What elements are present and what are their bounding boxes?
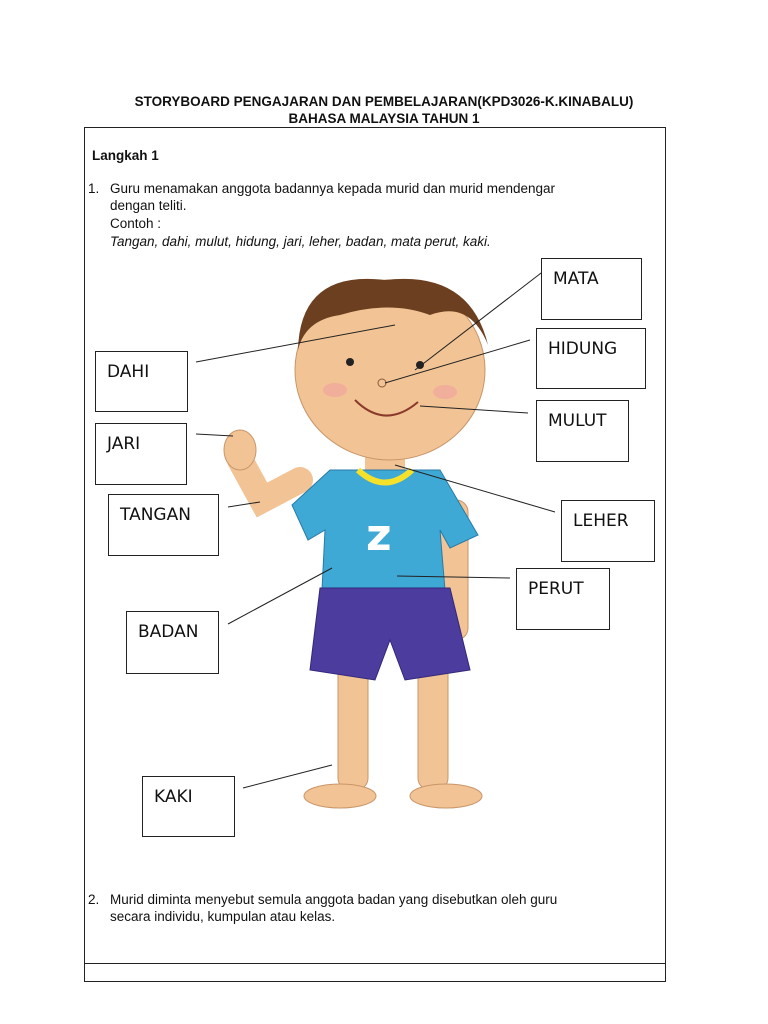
item1-number: 1. <box>88 181 100 196</box>
label-leher-text: LEHER <box>573 511 629 531</box>
item1-line3: Contoh : <box>110 216 162 231</box>
item1-line2: dengan teliti. <box>110 198 187 213</box>
shirt-z-logo: z <box>366 510 392 561</box>
label-tangan-text: TANGAN <box>120 505 191 525</box>
label-perut-text: PERUT <box>528 579 584 599</box>
label-dahi <box>95 351 188 412</box>
item2-line1: Murid diminta menyebut semula anggota badan yang disebutkan oleh guru <box>110 892 558 907</box>
label-kaki <box>142 776 235 837</box>
label-dahi-text: DAHI <box>107 362 150 382</box>
step-heading: Langkah 1 <box>92 148 159 163</box>
label-badan <box>126 611 219 674</box>
label-mata <box>541 258 642 320</box>
label-hidung-text: HIDUNG <box>548 339 618 359</box>
label-kaki-text: KAKI <box>154 787 193 807</box>
item2-line2: secara individu, kumpulan atau kelas. <box>110 909 336 924</box>
item1-line1: Guru menamakan anggota badannya kepada murid dan murid mendengar <box>110 181 556 196</box>
title-line-2: BAHASA MALAYSIA TAHUN 1 <box>288 111 480 126</box>
label-jari-text: JARI <box>107 434 141 454</box>
label-perut <box>516 568 610 630</box>
label-tangan <box>108 494 219 556</box>
label-mulut <box>536 400 629 462</box>
label-leher <box>561 500 655 562</box>
label-badan-text: BADAN <box>138 622 199 642</box>
item1-example: Tangan, dahi, mulut, hidung, jari, leher, badan, mata perut, kaki. <box>110 234 491 249</box>
label-jari <box>95 423 187 485</box>
item2-number: 2. <box>88 892 100 907</box>
label-mulut-text: MULUT <box>548 411 607 431</box>
label-mata-text: MATA <box>553 269 599 289</box>
title-line-1: STORYBOARD PENGAJARAN DAN PEMBELAJARAN(KPD3026-K.KINABALU) <box>134 94 634 109</box>
label-hidung <box>536 328 646 389</box>
